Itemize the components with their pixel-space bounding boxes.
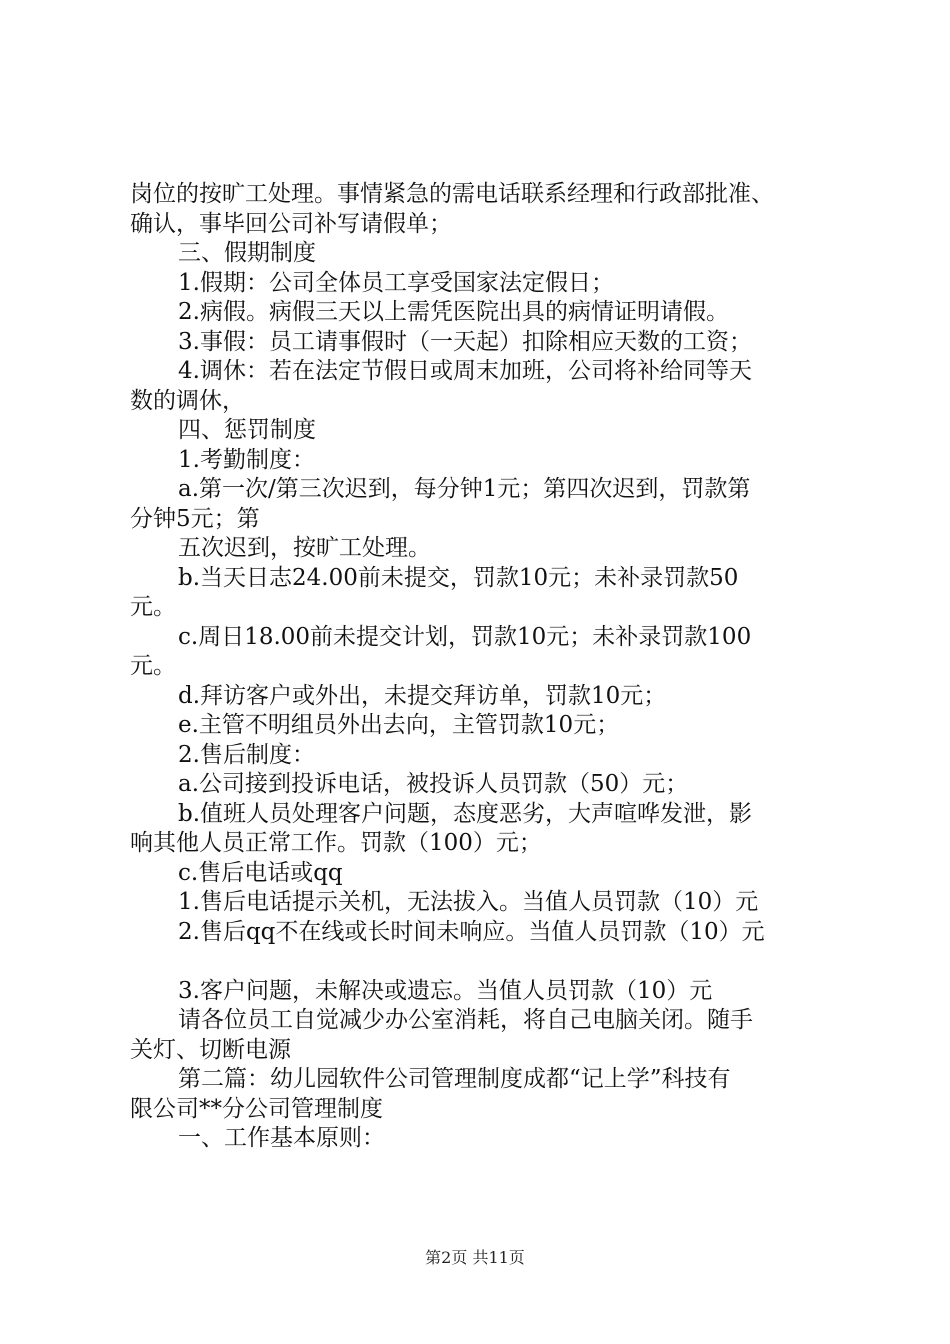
text-line: 岗位的按旷工处理。事情紧急的需电话联系经理和行政部批准、 (130, 181, 774, 207)
text-line: 响其他人员正常工作。罚款（100）元； (130, 830, 542, 856)
text-line: 1.考勤制度： (178, 446, 315, 473)
text-line: 一、工作基本原则： (178, 1125, 385, 1151)
text-line: 2.售后qq不在线或长时间未响应。当值人员罚款（10）元 (178, 918, 765, 945)
text-line: 五次迟到，按旷工处理。 (178, 535, 431, 561)
text-line: 元。 (130, 594, 176, 620)
blank-line (130, 947, 850, 977)
text-line: 3.事假：员工请事假时（一天起）扣除相应天数的工资； (178, 328, 752, 355)
text-line: 2.病假。病假三天以上需凭医院出具的病情证明请假。 (178, 299, 729, 325)
text-line: b.当天日志24.00前未提交，罚款10元；未补录罚款50 (178, 564, 739, 591)
text-line: 分钟5元；第 (130, 505, 260, 532)
text-line: d.拜访客户或外出，未提交拜访单，罚款10元； (178, 682, 667, 709)
text-line: 1.售后电话提示关机，无法拔入。当值人员罚款（10）元 (178, 889, 759, 915)
text-line: 2.售后制度： (178, 741, 315, 768)
document-body (130, 180, 850, 1154)
text-line: 3.客户问题，未解决或遗忘。当值人员罚款（10）元 (178, 977, 713, 1004)
text-line: a.公司接到投诉电话，被投诉人员罚款（50）元； (178, 771, 689, 797)
text-line: 4.调休：若在法定节假日或周末加班，公司将补给同等天 (178, 358, 752, 384)
text-line: 限公司**分公司管理制度 (130, 1095, 383, 1122)
text-line: 请各位员工自觉减少办公室消耗，将自己电脑关闭。随手 (178, 1007, 753, 1033)
text-line: e.主管不明组员外出去向，主管罚款10元； (178, 712, 620, 738)
text-line: a.第一次/第三次迟到，每分钟1元；第四次迟到，罚款第 (178, 476, 751, 502)
text-line: 四、惩罚制度 (178, 417, 316, 443)
text-line: 数的调休， (130, 387, 245, 414)
text-line: 关灯、切断电源 (130, 1036, 291, 1063)
text-line: 元。 (130, 653, 176, 679)
page-footer: 第2页 共11页 (425, 1248, 525, 1267)
text-line: 三、假期制度 (178, 240, 316, 266)
text-line: c.周日18.00前未提交计划，罚款10元；未补录罚款100 (178, 623, 752, 650)
text-line: 第二篇：幼儿园软件公司管理制度成都“记上学”科技有 (178, 1066, 731, 1092)
text-line: b.值班人员处理客户问题，态度恶劣，大声喧哗发泄，影 (178, 800, 753, 827)
text-line: 1.假期：公司全体员工享受国家法定假日； (178, 269, 614, 296)
text-line: 确认，事毕回公司补写请假单； (130, 210, 452, 237)
text-line: c.售后电话或qq (178, 859, 343, 886)
